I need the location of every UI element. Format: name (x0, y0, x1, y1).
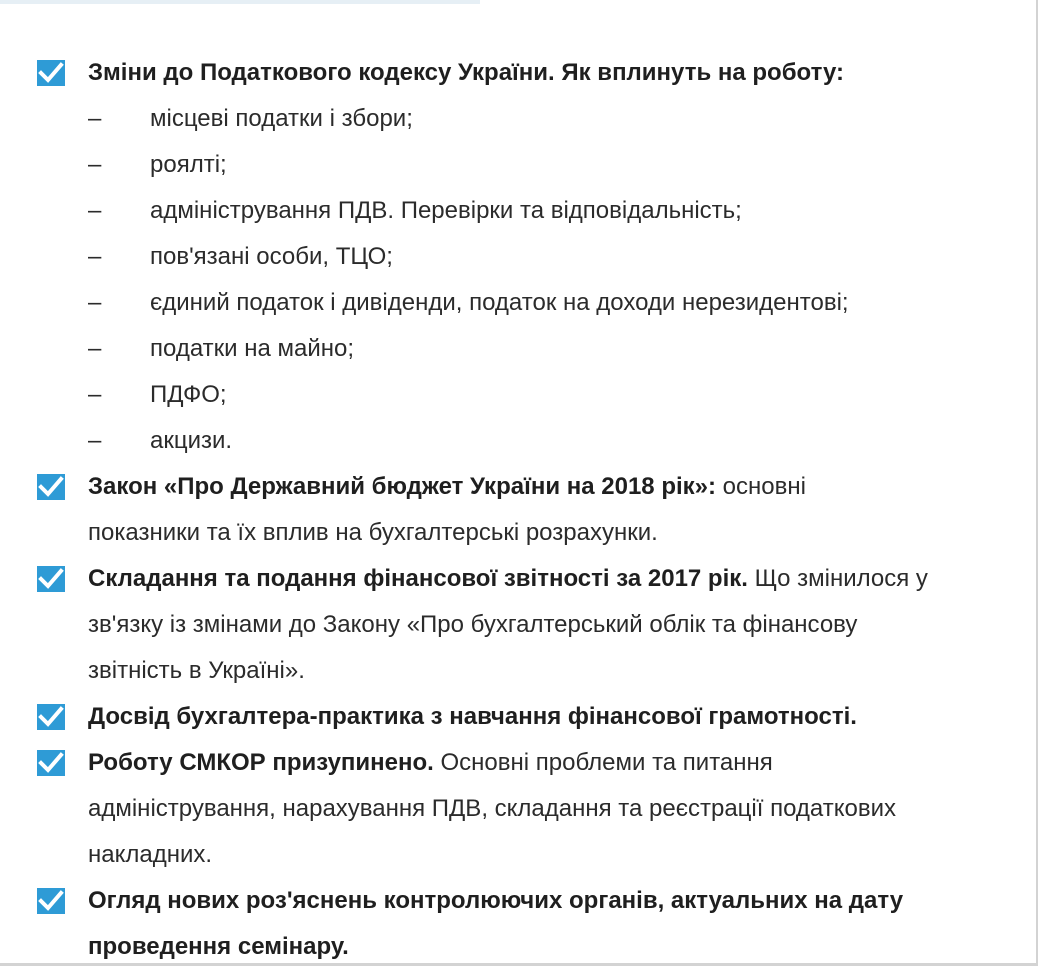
subitem-text: роялті; (150, 151, 227, 178)
topic-text: зв'язку із змінами до Закону «Про бухгалтерський облік та фінансову (88, 611, 858, 638)
subitem (0, 96, 1030, 142)
subitem-text: пов'язані особи, ТЦО; (150, 243, 393, 270)
topic-item-state-budget (0, 464, 1030, 556)
topic-text: основні (716, 473, 806, 500)
topic-line (0, 464, 1030, 510)
checkbox-checked-icon (37, 474, 65, 500)
subitem (0, 142, 1030, 188)
topic-title: проведення семінару. (88, 933, 349, 960)
topic-title: Роботу СМКОР призупинено. (88, 749, 434, 776)
dash-bullet: – (88, 197, 102, 224)
topic-line (0, 602, 1030, 648)
subitem (0, 372, 1030, 418)
topic-line (0, 924, 1030, 970)
subitem-text: ПДФО; (150, 381, 227, 408)
dash-bullet: – (88, 335, 102, 362)
checkbox-checked-icon (37, 566, 65, 592)
checkbox-checked-icon (37, 60, 65, 86)
subitem (0, 234, 1030, 280)
topic-text: накладних. (88, 841, 213, 868)
topic-line (0, 878, 1030, 924)
checkbox-checked-icon (37, 750, 65, 776)
topic-line (0, 648, 1030, 694)
topic-text: показники та їх вплив на бухгалтерські розрахунки. (88, 519, 658, 546)
topic-item-financial-literacy (0, 694, 1030, 740)
checkbox-checked-icon (37, 888, 65, 914)
topic-line (0, 510, 1030, 556)
subitem-text: єдиний податок і дивіденди, податок на доходи нерезидентові; (150, 289, 849, 316)
topic-title: Огляд нових роз'яснень контролюючих органів, актуальних на дату (88, 887, 904, 914)
dash-bullet: – (88, 151, 102, 178)
dash-bullet: – (88, 105, 102, 132)
topic-title: Закон «Про Державний бюджет України на 2018 рік»: (88, 473, 716, 500)
dash-bullet: – (88, 243, 102, 270)
topic-title: Складання та подання фінансової звітності за 2017 рік. (88, 565, 748, 592)
subitem-text: місцеві податки і збори; (150, 105, 413, 132)
dash-bullet: – (88, 427, 102, 454)
subitem-text: адміністрування ПДВ. Перевірки та відповідальність; (150, 197, 742, 224)
topic-text: звітність в Україні». (88, 657, 305, 684)
topic-text: адміністрування, нарахування ПДВ, складання та реєстрації податкових (88, 795, 896, 822)
topic-line (0, 694, 1030, 740)
dash-bullet: – (88, 381, 102, 408)
topic-text: Основні проблеми та питання (433, 749, 773, 776)
top-divider (0, 0, 480, 4)
topic-item-smkor (0, 740, 1030, 878)
topic-title: Досвід бухгалтера-практика з навчання фінансової грамотності. (88, 703, 857, 730)
topic-line (0, 786, 1030, 832)
checkbox-checked-icon (37, 704, 65, 730)
subitem-text: податки на майно; (150, 335, 354, 362)
dash-bullet: – (88, 289, 102, 316)
seminar-topics-list (0, 50, 1030, 970)
topic-title: Зміни до Податкового кодексу України. Як вплинуть на роботу: (88, 59, 844, 86)
topic-text: Що змінилося у (747, 565, 928, 592)
topic-line (0, 832, 1030, 878)
topic-item-clarifications-review (0, 878, 1030, 970)
topic-line (0, 740, 1030, 786)
subitem-text: акцизи. (150, 427, 233, 454)
topic-line (0, 556, 1030, 602)
subitem (0, 188, 1030, 234)
subitem (0, 326, 1030, 372)
subitem (0, 418, 1030, 464)
subitem (0, 280, 1030, 326)
topic-item-financial-reporting (0, 556, 1030, 694)
right-border (1036, 0, 1038, 966)
topic-line (0, 50, 1030, 96)
topic-item-tax-code (0, 50, 1030, 464)
